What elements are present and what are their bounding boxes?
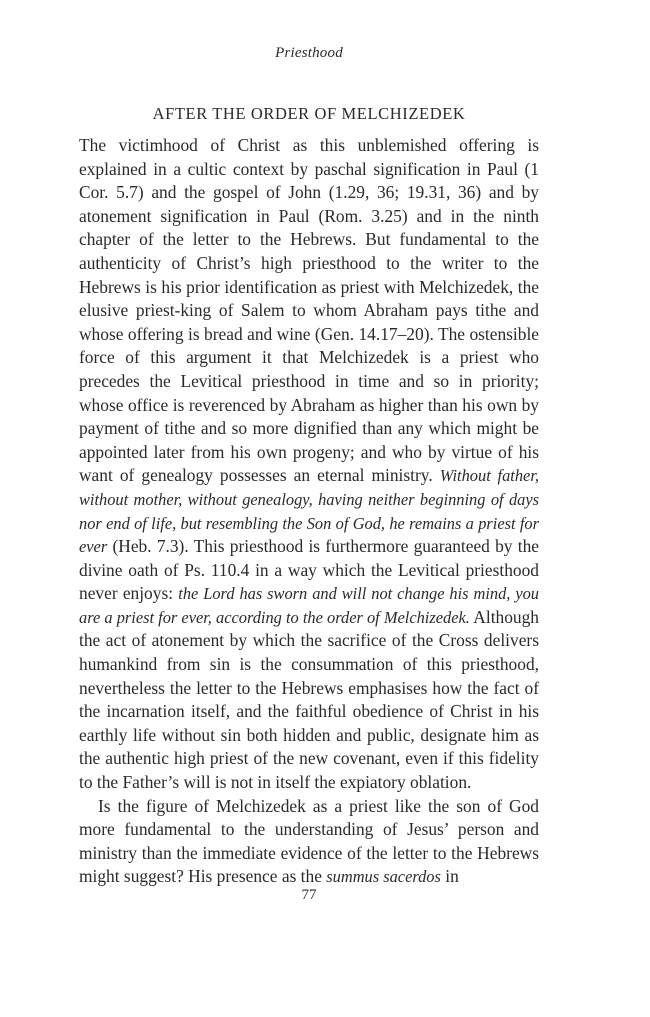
paragraph-1-text-3: Although the act of atonement by which the sacrifice of the Cross delivers humankind from sin is the consummation of this priesthood, nevertheless the letter to the Hebrews emphasises how the fact of the incarnation itself, and the faithful obedience of Christ in his earthly life without sin both hidden and public, designate him as the authentic high priest of the new covenant, even if this fidelity to the Father’s will is not in itself the expiatory oblation. bbox=[79, 606, 539, 793]
body-text bbox=[79, 134, 539, 889]
paragraph-1 bbox=[79, 134, 539, 795]
paragraph-2 bbox=[79, 795, 539, 889]
running-head: Priesthood bbox=[275, 45, 343, 61]
paragraph-1-quote-hebrews: Without father, without mother, without genealogy, having neither beginning of days nor end of life, but resembling the Son of God, he remains a priest for ever bbox=[79, 466, 539, 557]
page-number: 77 bbox=[301, 887, 317, 903]
paragraph-2-text-2: in bbox=[445, 866, 459, 887]
book-page bbox=[79, 0, 539, 1017]
paragraph-1-text-2: (Heb. 7.3). This priesthood is furthermore guaranteed by the divine oath of Ps. 110.4 in a way which the Levitical priesthood never enjoys: bbox=[79, 536, 539, 604]
paragraph-2-text-1: Is the figure of Melchizedek as a priest like the son of God more fundamental to the understanding of Jesus’ person and ministry than the immediate evidence of the letter to the Hebrews might suggest? His presence as the bbox=[79, 795, 539, 887]
paragraph-2-latin-term: summus sacerdos bbox=[326, 867, 441, 887]
section-title: AFTER THE ORDER OF MELCHIZEDEK bbox=[152, 104, 466, 123]
paragraph-1-text-1: The victimhood of Christ as this unblemished offering is explained in a cultic context by paschal signification in Paul (1 Cor. 5.7) and the gospel of John (1.29, 36; 19.31, 36) and by atonement signification in Paul (Rom. 3.25) and in the ninth chapter of the letter to the Hebrews. But fundamental to the authenticity of Christ’s high priesthood to the writer to the Hebrews is his prior identification as priest with Melchizedek, the elusive priest-king of Salem to whom Abraham pays tithe and whose offering is bread and wine (Gen. 14.17–20). The ostensible force of this argument it that Melchizedek is a priest who precedes the Levitical priesthood in time and so in priority; whose office is reverenced by Abraham as higher than his own by payment of tithe and so more dignified than any which might be appointed later from his own progeny; and who by virtue of his want of genealogy possesses an eternal ministry. bbox=[79, 135, 539, 486]
paragraph-1-quote-psalm: the Lord has sworn and will not change his mind, you are a priest for ever, according to the order of Melchizedek. bbox=[79, 584, 539, 627]
